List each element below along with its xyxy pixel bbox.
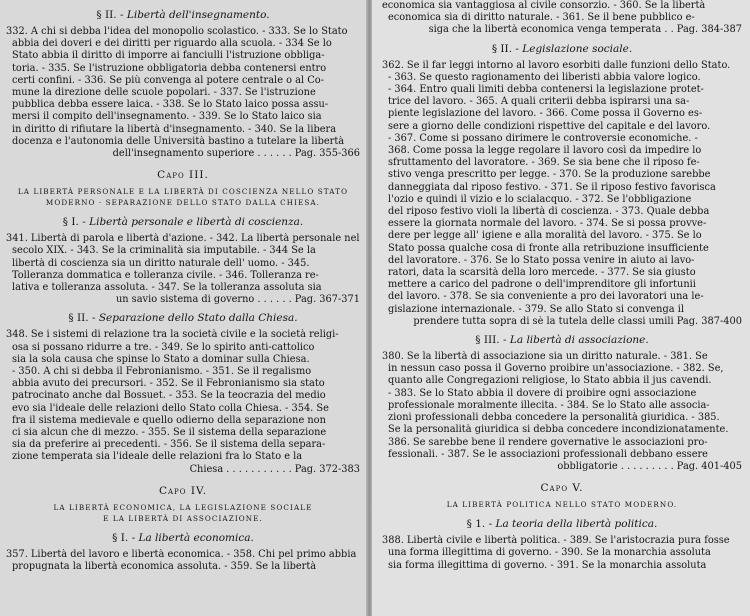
text-line: in nessun caso possa il Governo proibire un'associazione. - 382. Se, bbox=[388, 363, 724, 375]
text-line: dere per legge all' igiene e alla moralità del lavoro. - 375. Se lo bbox=[388, 230, 702, 242]
text-line: 348. Se i sistemi di relazione tra la società civile e la società religi- bbox=[6, 329, 339, 341]
left-page bbox=[0, 0, 368, 616]
section-heading bbox=[6, 8, 360, 22]
section-number: § II. - bbox=[96, 9, 124, 21]
section-title: La teoria della libertà politica. bbox=[495, 518, 658, 531]
text-line: del lavoro. - 378. Se sia conveniente a pro dei lavoratori una le- bbox=[388, 291, 704, 303]
text-line: lativa e tolleranza assoluta. - 347. Se la tolleranza assoluta sia bbox=[12, 282, 322, 294]
text-line: un savio sistema di governo . . . . . . Pag. 367-371 bbox=[115, 294, 360, 306]
text-line: sia forma illegittima di governo. - 391. Se la monarchia assoluta bbox=[388, 559, 707, 571]
section-title: Libertà dell'insegnamento. bbox=[126, 9, 270, 21]
text-line: sere a giorno delle condizioni rispettive del capitale e del lavoro. bbox=[388, 120, 711, 132]
text-line: stivo venga prescritto per legge. - 370. Se la produzione sarebbe bbox=[388, 169, 711, 181]
text-line: - 350. A chi si debba il Febronianismo. - 351. Se il regalismo bbox=[12, 366, 312, 378]
text-line: 386. Se sarebbe bene il rendere governative le associazioni pro- bbox=[388, 436, 708, 448]
text-line: sia la sola causa che spinse lo Stato a dominar sulla Chiesa. bbox=[12, 353, 310, 365]
text-line: sfruttamento del lavoratore. - 369. Se sia bene che il riposo fe- bbox=[388, 157, 700, 169]
section-title: Separazione dello Stato dalla Chiesa. bbox=[98, 312, 298, 325]
text-line: 332. A chi si debba l'idea del monopolio scolastico. - 333. Se lo Stato bbox=[6, 26, 348, 37]
section-number: § II. - bbox=[491, 42, 519, 55]
text-line: obbligatorie . . . . . . . . . Pag. 401-405 bbox=[557, 460, 742, 472]
section-heading bbox=[6, 215, 360, 229]
section-title: La libertà economica. bbox=[138, 531, 254, 544]
text-line: una forma illegittima di governo. - 390. Se la monarchia assoluta bbox=[388, 547, 711, 559]
text-line: docenza e l'autonomia delle Università bastino a tutelare la libertà bbox=[12, 135, 345, 147]
contents-paragraph bbox=[6, 26, 360, 160]
chapter-title-line: LA LIBERTÀ POLITICA NELLO STATO MODERNO. bbox=[446, 500, 678, 510]
text-line: Stato possa qualche cosa di fronte alla retribuzione insufficiente bbox=[388, 242, 709, 254]
chapter-title bbox=[6, 502, 360, 524]
text-line: mersi il compito dell'insegnamento. - 339. Se lo Stato laico sia bbox=[12, 111, 322, 123]
section-number: § 1. - bbox=[466, 518, 493, 531]
chapter-title-line: LA LIBERTÀ PERSONALE E LA LIBERTÀ DI COSCIENZA NELLO STATO bbox=[17, 187, 349, 197]
section-number: § I. - bbox=[112, 531, 136, 544]
text-line: pubblica debba essere laica. - 338. Se lo Stato laico possa assu- bbox=[12, 99, 329, 111]
right-page bbox=[372, 0, 750, 616]
text-line: Chiesa . . . . . . . . . . . Pag. 372-383 bbox=[189, 463, 360, 475]
text-line: 368. Come possa la legge regolare il lavoro così da impedire lo bbox=[388, 145, 702, 157]
text-line: toria. - 335. Se l'istruzione obbligatoria debba contenersi entro bbox=[12, 62, 327, 74]
section-title: Legislazione sociale. bbox=[522, 42, 633, 55]
section-heading bbox=[6, 311, 360, 325]
text-line: Tolleranza dommatica e tolleranza civile. - 346. Tolleranza re- bbox=[12, 269, 319, 281]
text-line: propugnata la libertà economica assoluta. - 359. Se la libertà bbox=[12, 561, 317, 573]
section-heading bbox=[382, 42, 742, 56]
text-line: osa si possano ridurre a tre. - 349. Se lo spirito anti-cattolico bbox=[12, 341, 315, 353]
chapter-number: Capo III. bbox=[157, 169, 209, 182]
text-line: 380. Se la libertà di associazione sia un diritto naturale. - 381. Se bbox=[382, 351, 708, 363]
text-line: economica sia vantaggiosa al civile consorzio. - 360. Se la libertà bbox=[382, 0, 706, 11]
contents-paragraph bbox=[6, 233, 360, 306]
text-line: in diritto di rifiutare la libertà d'insegnamento. - 340. Se la libera bbox=[12, 123, 337, 135]
contents-paragraph bbox=[382, 0, 742, 37]
text-line: secolo XIX. - 343. Se la criminalità sia imputabile. - 344 Se la bbox=[12, 245, 316, 257]
text-line: ratori, data la scarsità della loro mercede. - 377. Se sia giusto bbox=[388, 267, 696, 279]
text-line: gislazione internazionale. - 379. Se allo Stato si convenga il bbox=[388, 303, 684, 315]
text-line: sia da preferire ai precedenti. - 356. Se il sistema della separa- bbox=[12, 439, 326, 451]
text-line: 388. Libertà civile e libertà politica. - 389. Se l'aristocrazia pura fosse bbox=[382, 535, 730, 547]
text-line: evo sia l'ideale delle relazioni dello Stato colla Chiesa. - 354. Se bbox=[12, 402, 329, 414]
section-title: La libertà di associazione. bbox=[509, 334, 649, 347]
text-line: abbia avuto dei precursori. - 352. Se il Febronianismo sia stato bbox=[12, 378, 325, 390]
text-line: - 367. Come si possano dirimere le controversie economiche. - bbox=[388, 132, 698, 144]
text-line: mune la direzione delle scuole popolari. - 337. Se l'istruzione bbox=[12, 87, 316, 99]
text-line: del riposo festivo violi la libertà di coscienza. - 373. Quale debba bbox=[388, 206, 710, 218]
text-line: - 364. Entro quali limiti debba contenersi la legislazione protet- bbox=[388, 84, 704, 96]
text-line: trice del lavoro. - 365. A quali criterii debba ispirarsi una sa- bbox=[388, 96, 690, 108]
section-number: § II. - bbox=[68, 312, 96, 325]
section-heading bbox=[6, 531, 360, 545]
text-line: - 363. Se questo ragionamento dei liberisti abbia valore logico. bbox=[388, 71, 701, 83]
text-line: prendere tutta sopra di sè la tutela delle classi umili Pag. 387-400 bbox=[413, 315, 742, 327]
text-line: zioni professionali debba concedere la personalità giuridica. - 385. bbox=[388, 412, 720, 424]
chapter-number: Capo V. bbox=[540, 482, 584, 495]
text-line: fessionali. - 387. Se le associazioni professionali debbano essere bbox=[388, 448, 708, 460]
chapter-title-line: MODERNO · SEPARAZIONE DELLO STATO DALLA CHIESA. bbox=[45, 198, 321, 208]
text-line: siga che la libertà economica venga temperata . . Pag. 384-387 bbox=[428, 24, 742, 36]
text-line: professionale moralmente illecita. - 384. Se lo Stato alle associa- bbox=[388, 399, 710, 411]
section-number: § III. - bbox=[475, 334, 507, 347]
text-line: abbia dei doveri e dei diritti per riguardo alla scuola. - 334 Se lo bbox=[12, 38, 332, 50]
text-line: dell'insegnamento superiore . . . . . . Pag. 355-366 bbox=[112, 148, 360, 160]
contents-paragraph bbox=[6, 549, 360, 573]
chapter-title bbox=[6, 186, 360, 208]
text-line: - 383. Se lo Stato abbia il dovere di proibire ogni associazione bbox=[388, 387, 697, 399]
contents-paragraph bbox=[382, 351, 742, 473]
contents-paragraph bbox=[382, 535, 742, 572]
section-heading bbox=[382, 333, 742, 347]
text-line: del lavoratore. - 376. Se lo Stato possa venire in aiuto ai lavo- bbox=[388, 254, 695, 266]
text-line: certi confini. - 336. Se più convenga al potere centrale o al Co- bbox=[12, 74, 324, 86]
contents-paragraph bbox=[6, 329, 360, 475]
section-number: § I. - bbox=[62, 216, 86, 229]
chapter-title-line: LA LIBERTÀ ECONOMICA, LA LEGISLAZIONE SOCIALE bbox=[53, 502, 313, 512]
text-line: Se la personalità giuridica si debba concedere incondizionatamente. bbox=[388, 424, 729, 436]
text-line: quanto alle Congregazioni religiose, lo Stato abbia il jus cavendi. bbox=[388, 375, 712, 387]
chapter-title bbox=[382, 499, 742, 510]
text-line: mettere a carico del padrone o dell'imprenditore gli infortunii bbox=[388, 279, 696, 291]
contents-paragraph bbox=[382, 60, 742, 328]
text-line: danneggiata dal riposo festivo. - 371. Se il riposo festivo favorisca bbox=[388, 181, 716, 193]
text-line: 357. Libertà del lavoro e libertà economica. - 358. Chi pel primo abbia bbox=[6, 548, 357, 560]
text-line: Stato abbia il diritto di imporre ai fanciulli l'istruzione obbliga- bbox=[12, 50, 325, 62]
text-line: essere la giornata normale del lavoro. - 374. Se si possa provve- bbox=[388, 218, 707, 230]
text-line: piente legislazione del lavoro. - 366. Come possa il Governo es- bbox=[388, 108, 703, 120]
chapter-number: Capo IV. bbox=[158, 484, 208, 497]
text-line: economica sia di diritto naturale. - 361. Se il bene pubblico e- bbox=[388, 12, 695, 24]
text-line: ci sia alcun che di mezzo. - 355. Se il sistema della separazione bbox=[12, 427, 327, 439]
section-title: Libertà personale e libertà di coscienza. bbox=[89, 216, 304, 229]
text-line: zione temperata sia l'ideale delle relazioni fra lo Stato e la bbox=[12, 451, 303, 463]
text-line: 362. Se il far leggi intorno al lavoro esorbiti dalle funzioni dello Stato. bbox=[382, 59, 731, 71]
text-line: l'ozio e quindi il vizio e lo scialacquo. - 372. Se l'obbligazione bbox=[388, 193, 692, 205]
chapter-title-line: E LA LIBERTÀ DI ASSOCIAZIONE. bbox=[103, 513, 263, 523]
text-line: 341. Libertà di parola e libertà d'azione. - 342. La libertà personale nel bbox=[6, 233, 360, 245]
section-heading bbox=[382, 517, 742, 531]
text-line: libertà di coscienza sia un diritto naturale dell' uomo. - 345. bbox=[12, 257, 310, 269]
text-line: patrocinato anche dal Bossuet. - 353. Se la teocrazia del medio bbox=[12, 390, 326, 402]
text-line: fra il sistema medievale e quello odierno della separazione non bbox=[12, 414, 326, 426]
